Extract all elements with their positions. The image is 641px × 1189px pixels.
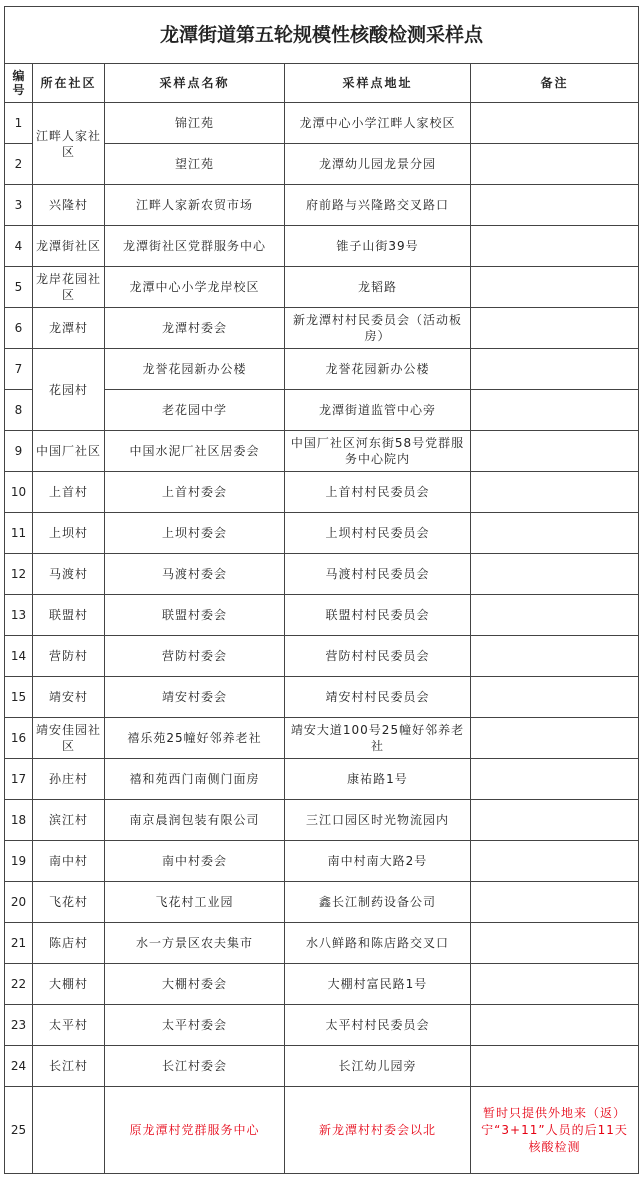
header-site-name: 采样点名称 xyxy=(105,64,285,103)
row-site-name: 中国水泥厂社区居委会 xyxy=(105,431,285,472)
table-row xyxy=(5,923,639,964)
row-community: 龙潭街社区 xyxy=(33,226,105,267)
row-site-name: 联盟村委会 xyxy=(105,595,285,636)
row-site-name: 望江苑 xyxy=(105,144,285,185)
row-note xyxy=(471,308,639,349)
row-site-name: 上首村委会 xyxy=(105,472,285,513)
row-site-address: 太平村村民委员会 xyxy=(285,1005,471,1046)
row-community: 长江村 xyxy=(33,1046,105,1087)
row-site-name: 飞花村工业园 xyxy=(105,882,285,923)
row-note xyxy=(471,472,639,513)
row-site-name: 江畔人家新农贸市场 xyxy=(105,185,285,226)
row-site-address: 马渡村村民委员会 xyxy=(285,554,471,595)
table-row xyxy=(5,677,639,718)
row-site-address: 鑫长江制药设备公司 xyxy=(285,882,471,923)
row-note xyxy=(471,923,639,964)
row-site-address: 上首村村民委员会 xyxy=(285,472,471,513)
row-community: 花园村 xyxy=(33,349,105,431)
row-site-name: 原龙潭村党群服务中心 xyxy=(105,1087,285,1174)
table-row xyxy=(5,103,639,144)
table-row xyxy=(5,308,639,349)
row-community: 孙庄村 xyxy=(33,759,105,800)
row-note xyxy=(471,882,639,923)
row-note xyxy=(471,267,639,308)
table-row xyxy=(5,554,639,595)
row-site-address: 靖安大道100号25幢好邻养老社 xyxy=(285,718,471,759)
row-num: 23 xyxy=(5,1005,33,1046)
table-row xyxy=(5,513,639,554)
row-community: 太平村 xyxy=(33,1005,105,1046)
row-community: 龙岸花园社区 xyxy=(33,267,105,308)
row-note xyxy=(471,185,639,226)
row-note xyxy=(471,554,639,595)
row-site-address: 水八鲜路和陈店路交叉口 xyxy=(285,923,471,964)
row-site-address: 营防村村民委员会 xyxy=(285,636,471,677)
row-site-name: 南中村委会 xyxy=(105,841,285,882)
row-note xyxy=(471,144,639,185)
table-row xyxy=(5,431,639,472)
table-row xyxy=(5,349,639,390)
row-site-name: 龙潭村委会 xyxy=(105,308,285,349)
row-community: 江畔人家社区 xyxy=(33,103,105,185)
row-num: 7 xyxy=(5,349,33,390)
row-note xyxy=(471,677,639,718)
table-row xyxy=(5,472,639,513)
row-note xyxy=(471,595,639,636)
row-community: 大棚村 xyxy=(33,964,105,1005)
row-num: 17 xyxy=(5,759,33,800)
table-row xyxy=(5,1087,639,1174)
row-site-address: 新龙潭村村委会以北 xyxy=(285,1087,471,1174)
row-community: 中国厂社区 xyxy=(33,431,105,472)
row-site-name: 靖安村委会 xyxy=(105,677,285,718)
row-site-address: 龙潭幼儿园龙景分园 xyxy=(285,144,471,185)
row-num: 8 xyxy=(5,390,33,431)
row-note xyxy=(471,759,639,800)
row-note xyxy=(471,349,639,390)
row-num: 14 xyxy=(5,636,33,677)
row-num: 18 xyxy=(5,800,33,841)
row-site-address: 上坝村村民委员会 xyxy=(285,513,471,554)
row-site-address: 龙潭中心小学江畔人家校区 xyxy=(285,103,471,144)
table-row xyxy=(5,882,639,923)
row-community: 上首村 xyxy=(33,472,105,513)
row-num: 12 xyxy=(5,554,33,595)
row-site-name: 营防村委会 xyxy=(105,636,285,677)
row-community: 飞花村 xyxy=(33,882,105,923)
row-community: 靖安村 xyxy=(33,677,105,718)
row-community: 靖安佳园社区 xyxy=(33,718,105,759)
row-note xyxy=(471,226,639,267)
row-site-name: 锦江苑 xyxy=(105,103,285,144)
table-row xyxy=(5,759,639,800)
sampling-sites-table xyxy=(4,6,639,1174)
row-site-name: 龙潭中心小学龙岸校区 xyxy=(105,267,285,308)
row-site-name: 上坝村委会 xyxy=(105,513,285,554)
row-site-address: 龙潭街道监管中心旁 xyxy=(285,390,471,431)
row-community: 南中村 xyxy=(33,841,105,882)
row-site-name: 大棚村委会 xyxy=(105,964,285,1005)
row-note xyxy=(471,841,639,882)
table-row xyxy=(5,1005,639,1046)
row-num: 6 xyxy=(5,308,33,349)
row-site-name: 水一方景区农夫集市 xyxy=(105,923,285,964)
row-site-address: 三江口园区时光物流园内 xyxy=(285,800,471,841)
row-num: 13 xyxy=(5,595,33,636)
row-num: 25 xyxy=(5,1087,33,1174)
row-num: 4 xyxy=(5,226,33,267)
row-site-name: 禧乐苑25幢好邻养老社 xyxy=(105,718,285,759)
row-note xyxy=(471,1046,639,1087)
row-note xyxy=(471,964,639,1005)
row-num: 3 xyxy=(5,185,33,226)
row-note xyxy=(471,390,639,431)
row-site-address: 龙誉花园新办公楼 xyxy=(285,349,471,390)
row-site-name: 南京晨润包装有限公司 xyxy=(105,800,285,841)
sampling-sites-sheet xyxy=(4,6,638,1174)
row-site-name: 龙誉花园新办公楼 xyxy=(105,349,285,390)
row-community: 马渡村 xyxy=(33,554,105,595)
row-num: 5 xyxy=(5,267,33,308)
row-num: 20 xyxy=(5,882,33,923)
row-note xyxy=(471,718,639,759)
row-note xyxy=(471,1005,639,1046)
table-row xyxy=(5,841,639,882)
row-site-address: 靖安村村民委员会 xyxy=(285,677,471,718)
row-site-name: 龙潭街社区党群服务中心 xyxy=(105,226,285,267)
row-note xyxy=(471,513,639,554)
row-note xyxy=(471,800,639,841)
table-row xyxy=(5,267,639,308)
row-site-name: 老花园中学 xyxy=(105,390,285,431)
row-num: 9 xyxy=(5,431,33,472)
row-num: 15 xyxy=(5,677,33,718)
row-note: 暂时只提供外地来（返）宁“3+11”人员的后11天核酸检测 xyxy=(471,1087,639,1174)
row-site-name: 太平村委会 xyxy=(105,1005,285,1046)
row-community xyxy=(33,1087,105,1174)
page-title: 龙潭街道第五轮规模性核酸检测采样点 xyxy=(5,7,639,64)
row-num: 19 xyxy=(5,841,33,882)
row-num: 16 xyxy=(5,718,33,759)
row-community: 联盟村 xyxy=(33,595,105,636)
table-row xyxy=(5,636,639,677)
row-site-address: 中国厂社区河东街58号党群服务中心院内 xyxy=(285,431,471,472)
header-community: 所在社区 xyxy=(33,64,105,103)
row-note xyxy=(471,431,639,472)
row-community: 兴隆村 xyxy=(33,185,105,226)
row-site-name: 禧和苑西门南侧门面房 xyxy=(105,759,285,800)
row-note xyxy=(471,636,639,677)
row-site-address: 康祐路1号 xyxy=(285,759,471,800)
row-site-address: 龙韬路 xyxy=(285,267,471,308)
table-row xyxy=(5,800,639,841)
row-site-address: 南中村南大路2号 xyxy=(285,841,471,882)
row-num: 21 xyxy=(5,923,33,964)
table-row xyxy=(5,226,639,267)
row-community: 营防村 xyxy=(33,636,105,677)
row-site-name: 长江村委会 xyxy=(105,1046,285,1087)
header-site-address: 采样点地址 xyxy=(285,64,471,103)
table-row xyxy=(5,964,639,1005)
row-site-address: 府前路与兴隆路交叉路口 xyxy=(285,185,471,226)
row-note xyxy=(471,103,639,144)
header-num: 编号 xyxy=(5,64,33,103)
header-row xyxy=(5,64,639,103)
row-community: 上坝村 xyxy=(33,513,105,554)
row-community: 陈店村 xyxy=(33,923,105,964)
row-num: 1 xyxy=(5,103,33,144)
row-num: 24 xyxy=(5,1046,33,1087)
row-site-address: 锥子山街39号 xyxy=(285,226,471,267)
table-row xyxy=(5,595,639,636)
row-site-address: 长江幼儿园旁 xyxy=(285,1046,471,1087)
row-site-address: 联盟村村民委员会 xyxy=(285,595,471,636)
row-community: 龙潭村 xyxy=(33,308,105,349)
row-num: 11 xyxy=(5,513,33,554)
table-row xyxy=(5,1046,639,1087)
table-row xyxy=(5,185,639,226)
row-site-address: 大棚村富民路1号 xyxy=(285,964,471,1005)
row-num: 2 xyxy=(5,144,33,185)
row-num: 22 xyxy=(5,964,33,1005)
row-num: 10 xyxy=(5,472,33,513)
row-community: 滨江村 xyxy=(33,800,105,841)
header-remarks: 备注 xyxy=(471,64,639,103)
table-row xyxy=(5,718,639,759)
row-site-name: 马渡村委会 xyxy=(105,554,285,595)
row-site-address: 新龙潭村村民委员会（活动板房） xyxy=(285,308,471,349)
